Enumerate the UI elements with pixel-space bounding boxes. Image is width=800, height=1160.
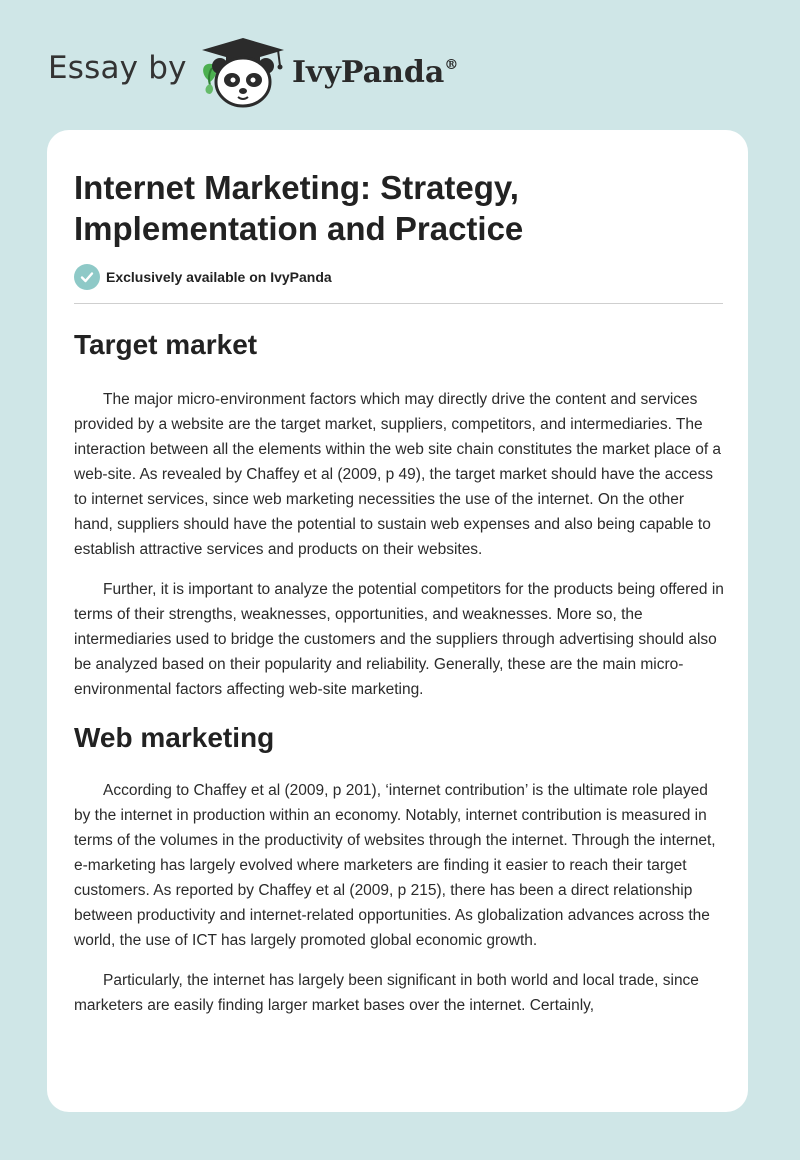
divider <box>74 303 723 304</box>
paragraph: According to Chaffey et al (2009, p 201), ‘internet contribution’ is the ultimate role played by the internet in production within an economy. Notably, internet contribution is measured in terms of the volumes in the productivity of websites through the internet. Through the internet, e-marketing has largely evolved where marketers are finding it easier to reach their target customers. As reported by Chaffey et al (2009, p 215), there has been a direct relationship between productivity and internet-related opportunities. As globalization advances across the world, the use of ICT has largely promoted global economic growth. <box>74 782 716 949</box>
section-heading: Web marketing <box>74 722 275 753</box>
registered-mark: ® <box>444 57 459 73</box>
paragraph: Further, it is important to analyze the potential competitors for the products being offered in terms of their strengths, weaknesses, opportunities, and weaknesses. More so, the intermediaries used to bridge the customers and the suppliers through advertising should also be analyzed based on their popularity and reliability. Generally, these are the main micro-environmental factors affecting web-site marketing. <box>74 581 724 698</box>
paragraph: The major micro-environment factors which may directly drive the content and services provided by a website are the target market, suppliers, competitors, and intermediaries. The interaction between all the elements within the web site chain constitutes the market place of a web-site. As revealed by Chaffey et al (2009, p 49), the target market should have the access to internet services, since web marketing necessities the use of the internet. On the other hand, suppliers should have the potential to sustain web expenses and also being capable to establish attractive services and products on their websites. <box>74 391 722 558</box>
paragraph: Particularly, the internet has largely been significant in both world and local trade, since marketers are easily finding larger market bases over the internet. Certainly, <box>74 972 699 1014</box>
check-icon <box>74 264 100 290</box>
page-title: Internet Marketing: Strategy, Implementation and Practice <box>74 169 524 247</box>
brand-name[interactable]: IvyPanda® <box>292 55 459 90</box>
badge-label: Exclusively available on IvyPanda <box>106 269 332 285</box>
site-header <box>0 0 800 120</box>
section-heading: Target market <box>74 329 258 360</box>
essay-by-label: Essay by <box>48 50 187 86</box>
article-card <box>47 130 748 1112</box>
panda-graduate-icon <box>198 36 288 108</box>
exclusive-badge <box>74 263 332 291</box>
article-body <box>74 322 724 1018</box>
